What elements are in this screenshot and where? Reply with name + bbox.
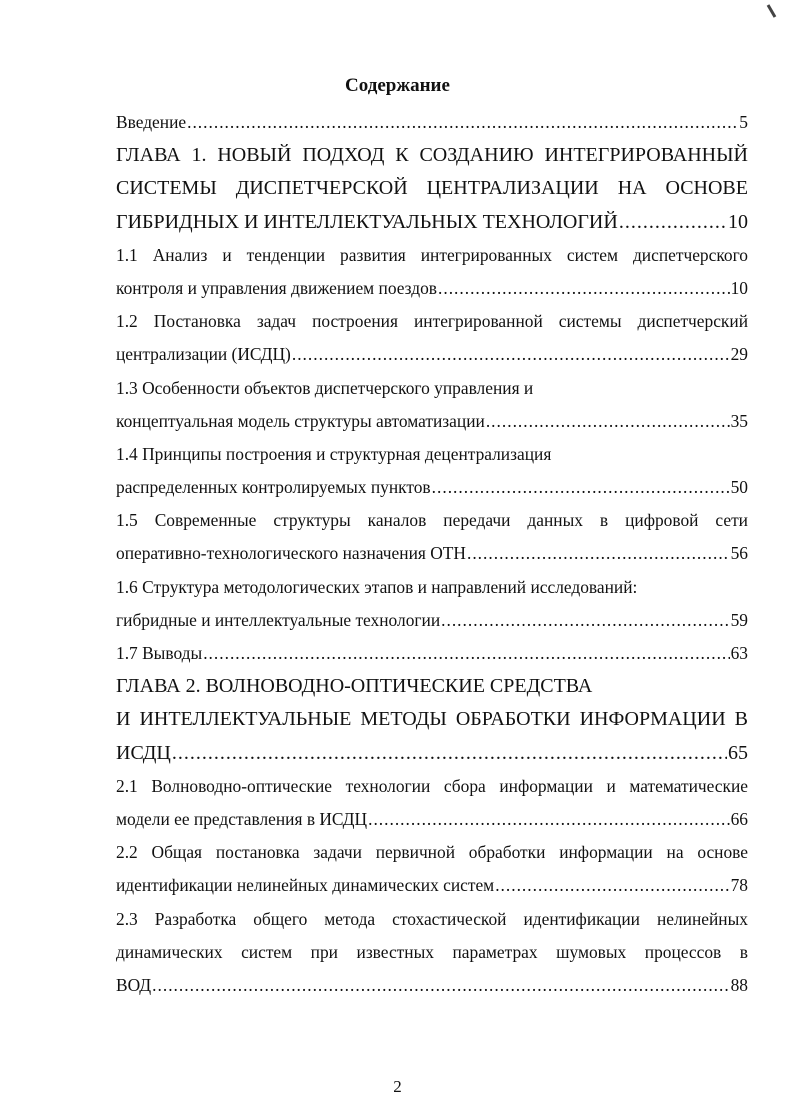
- toc-section-1-6-line-2[interactable]: [116, 604, 748, 637]
- scan-speck: [767, 4, 777, 18]
- toc-section-1-6-line-1[interactable]: 1.6 Структура методологических этапов и направлений исследований:: [116, 576, 638, 597]
- toc-page-number: 5: [739, 112, 748, 132]
- leader-dots: [441, 604, 729, 637]
- toc-page-number: 65: [728, 741, 748, 764]
- toc-entry-text: контроля и управления движением поездов: [116, 277, 437, 298]
- toc-entry-text: гибридные и интеллектуальные технологии: [116, 609, 441, 630]
- toc-chapter-2-line-3[interactable]: [116, 737, 748, 770]
- toc-chapter-2-line-1[interactable]: ГЛАВА 2. ВОЛНОВОДНО-ОПТИЧЕСКИЕ СРЕДСТВА: [116, 675, 593, 698]
- toc-section-1-7[interactable]: [116, 637, 748, 670]
- toc-section-2-1-line-2[interactable]: [116, 803, 748, 836]
- leader-dots: [438, 272, 730, 305]
- leader-dots: [486, 405, 730, 438]
- toc-section-1-1-line-1[interactable]: 1.1 Анализ и тенденции развития интегрированных систем диспетчерского: [116, 244, 748, 265]
- toc-page-number: 66: [730, 808, 748, 829]
- toc-page-number: 88: [730, 974, 748, 995]
- toc-section-2-3-line-1[interactable]: 2.3 Разработка общего метода стохастической идентификации нелинейных: [116, 908, 748, 929]
- toc-page-number: 29: [730, 344, 748, 365]
- toc-chapter-1-line-3[interactable]: [116, 206, 748, 239]
- toc-chapter-1-line-1[interactable]: ГЛАВА 1. НОВЫЙ ПОДХОД К СОЗДАНИЮ ИНТЕГРИРОВАННЫЙ: [116, 144, 748, 167]
- toc-section-1-3-line-2[interactable]: [116, 405, 748, 438]
- toc-entry-text: ГИБРИДНЫХ И ИНТЕЛЛЕКТУАЛЬНЫХ ТЕХНОЛОГИЙ: [116, 210, 618, 233]
- leader-dots: [368, 803, 730, 836]
- toc-entry-text: ВОД: [116, 974, 152, 995]
- leader-dots: [187, 106, 738, 139]
- toc-page-number: 50: [730, 477, 748, 498]
- page-number: 2: [393, 1077, 402, 1096]
- toc-entry-text: ИСДЦ: [116, 741, 171, 764]
- toc-entry-text: централизации (ИСДЦ): [116, 344, 291, 365]
- toc-section-1-4-line-1[interactable]: 1.4 Принципы построения и структурная децентрализация: [116, 443, 552, 464]
- toc-section-1-2-line-2[interactable]: [116, 338, 748, 371]
- toc-page-number: 10: [730, 277, 748, 298]
- leader-dots: [619, 206, 727, 239]
- toc-entry-text: Введение: [116, 112, 187, 132]
- toc-entry-text: идентификации нелинейных динамических систем: [116, 875, 495, 896]
- toc-section-1-2-line-1[interactable]: 1.2 Постановка задач построения интегрированной системы диспетчерский: [116, 311, 748, 332]
- table-of-contents: [116, 106, 748, 1002]
- toc-section-1-3-line-1[interactable]: 1.3 Особенности объектов диспетчерского управления и: [116, 377, 534, 398]
- toc-page-number: 78: [730, 875, 748, 896]
- toc-section-2-2-line-1[interactable]: 2.2 Общая постановка задачи первичной обработки информации на основе: [116, 842, 748, 863]
- toc-section-2-2-line-2[interactable]: [116, 869, 748, 902]
- toc-section-2-3-line-3[interactable]: [116, 969, 748, 1002]
- leader-dots: [467, 537, 730, 570]
- leader-dots: [292, 338, 730, 371]
- toc-page-number: 10: [728, 210, 748, 233]
- leader-dots: [172, 737, 727, 770]
- toc-page-number: 59: [730, 609, 748, 630]
- toc-section-2-3-line-2[interactable]: динамических систем при известных параметрах шумовых процессов в: [116, 941, 748, 962]
- toc-section-1-1-line-2[interactable]: [116, 272, 748, 305]
- toc-entry-text: концептуальная модель структуры автоматизации: [116, 410, 485, 431]
- leader-dots: [495, 869, 729, 902]
- toc-page-number: 56: [730, 543, 748, 564]
- toc-entry-text: распределенных контролируемых пунктов: [116, 477, 431, 498]
- toc-chapter-1-line-2[interactable]: СИСТЕМЫ ДИСПЕТЧЕРСКОЙ ЦЕНТРАЛИЗАЦИИ НА ОСНОВЕ: [116, 177, 748, 200]
- page-title: Содержание: [345, 75, 450, 96]
- toc-page-number: 63: [730, 643, 748, 663]
- toc-section-1-5-line-1[interactable]: 1.5 Современные структуры каналов передачи данных в цифровой сети: [116, 510, 748, 531]
- toc-chapter-2-line-2[interactable]: И ИНТЕЛЛЕКТУАЛЬНЫЕ МЕТОДЫ ОБРАБОТКИ ИНФОРМАЦИИ В: [116, 708, 748, 731]
- leader-dots: [152, 969, 729, 1002]
- toc-section-1-5-line-2[interactable]: [116, 537, 748, 570]
- toc-entry-text: 1.7 Выводы: [116, 643, 203, 663]
- toc-entry-text: модели ее представления в ИСДЦ: [116, 808, 368, 829]
- toc-page-number: 35: [730, 410, 748, 431]
- toc-entry-text: оперативно-технологического назначения ОТН: [116, 543, 466, 564]
- leader-dots: [203, 637, 729, 670]
- toc-section-1-4-line-2[interactable]: [116, 471, 748, 504]
- toc-entry-introduction[interactable]: [116, 106, 748, 139]
- leader-dots: [432, 471, 730, 504]
- toc-section-2-1-line-1[interactable]: 2.1 Волноводно-оптические технологии сбора информации и математические: [116, 775, 748, 796]
